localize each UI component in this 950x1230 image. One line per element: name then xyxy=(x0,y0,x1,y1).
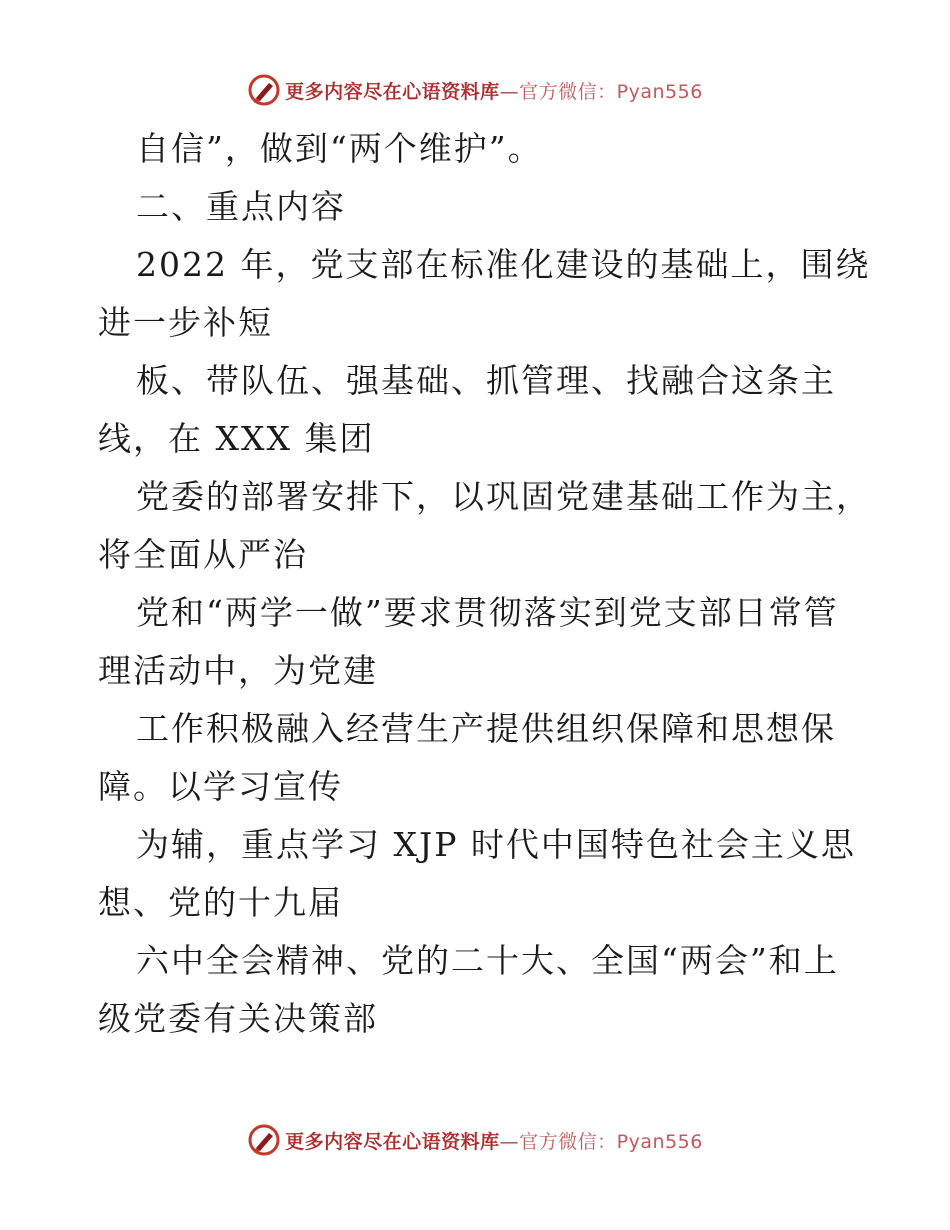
text-line: 2022 年，党支部在标准化建设的基础上，围绕 xyxy=(136,245,871,284)
watermark-text xyxy=(285,77,703,104)
watermark-separator: — xyxy=(499,80,520,103)
watermark-separator: — xyxy=(499,1130,520,1153)
watermark-brand: 更多内容尽在心语资料库 xyxy=(285,1130,500,1153)
header-watermark xyxy=(0,70,950,110)
watermark-contact: 官方微信：Pyan556 xyxy=(519,1130,703,1153)
pen-logo-icon xyxy=(247,73,281,107)
watermark-text xyxy=(285,1127,703,1154)
text-line: 工作积极融入经营生产提供组织保障和思想保 xyxy=(136,709,836,748)
text-line: 将全面从严治 xyxy=(98,535,308,574)
text-line: 六中全会精神、党的二十大、全国“两会”和上 xyxy=(136,941,839,980)
text-line: 线，在 XXX 集团 xyxy=(98,419,375,458)
text-line: 党和“两学一做”要求贯彻落实到党支部日常管 xyxy=(136,593,839,632)
watermark-brand: 更多内容尽在心语资料库 xyxy=(285,80,500,103)
watermark-contact: 官方微信：Pyan556 xyxy=(519,80,703,103)
text-line: 级党委有关决策部 xyxy=(98,999,378,1038)
text-line: 进一步补短 xyxy=(98,303,273,342)
text-line: 想、党的十九届 xyxy=(98,883,343,922)
text-line: 党委的部署安排下，以巩固党建基础工作为主， xyxy=(136,477,871,516)
text-line: 为辅，重点学习 XJP 时代中国特色社会主义思 xyxy=(136,825,856,864)
text-line: 自信”，做到“两个维护”。 xyxy=(136,129,543,168)
text-line: 板、带队伍、强基础、抓管理、找融合这条主 xyxy=(136,361,836,400)
section-heading: 二、重点内容 xyxy=(136,187,346,226)
text-line: 理活动中，为党建 xyxy=(98,651,378,690)
pen-logo-icon xyxy=(247,1123,281,1157)
document-body xyxy=(98,120,871,1048)
footer-watermark xyxy=(0,1120,950,1160)
text-line: 障。以学习宣传 xyxy=(98,767,343,806)
